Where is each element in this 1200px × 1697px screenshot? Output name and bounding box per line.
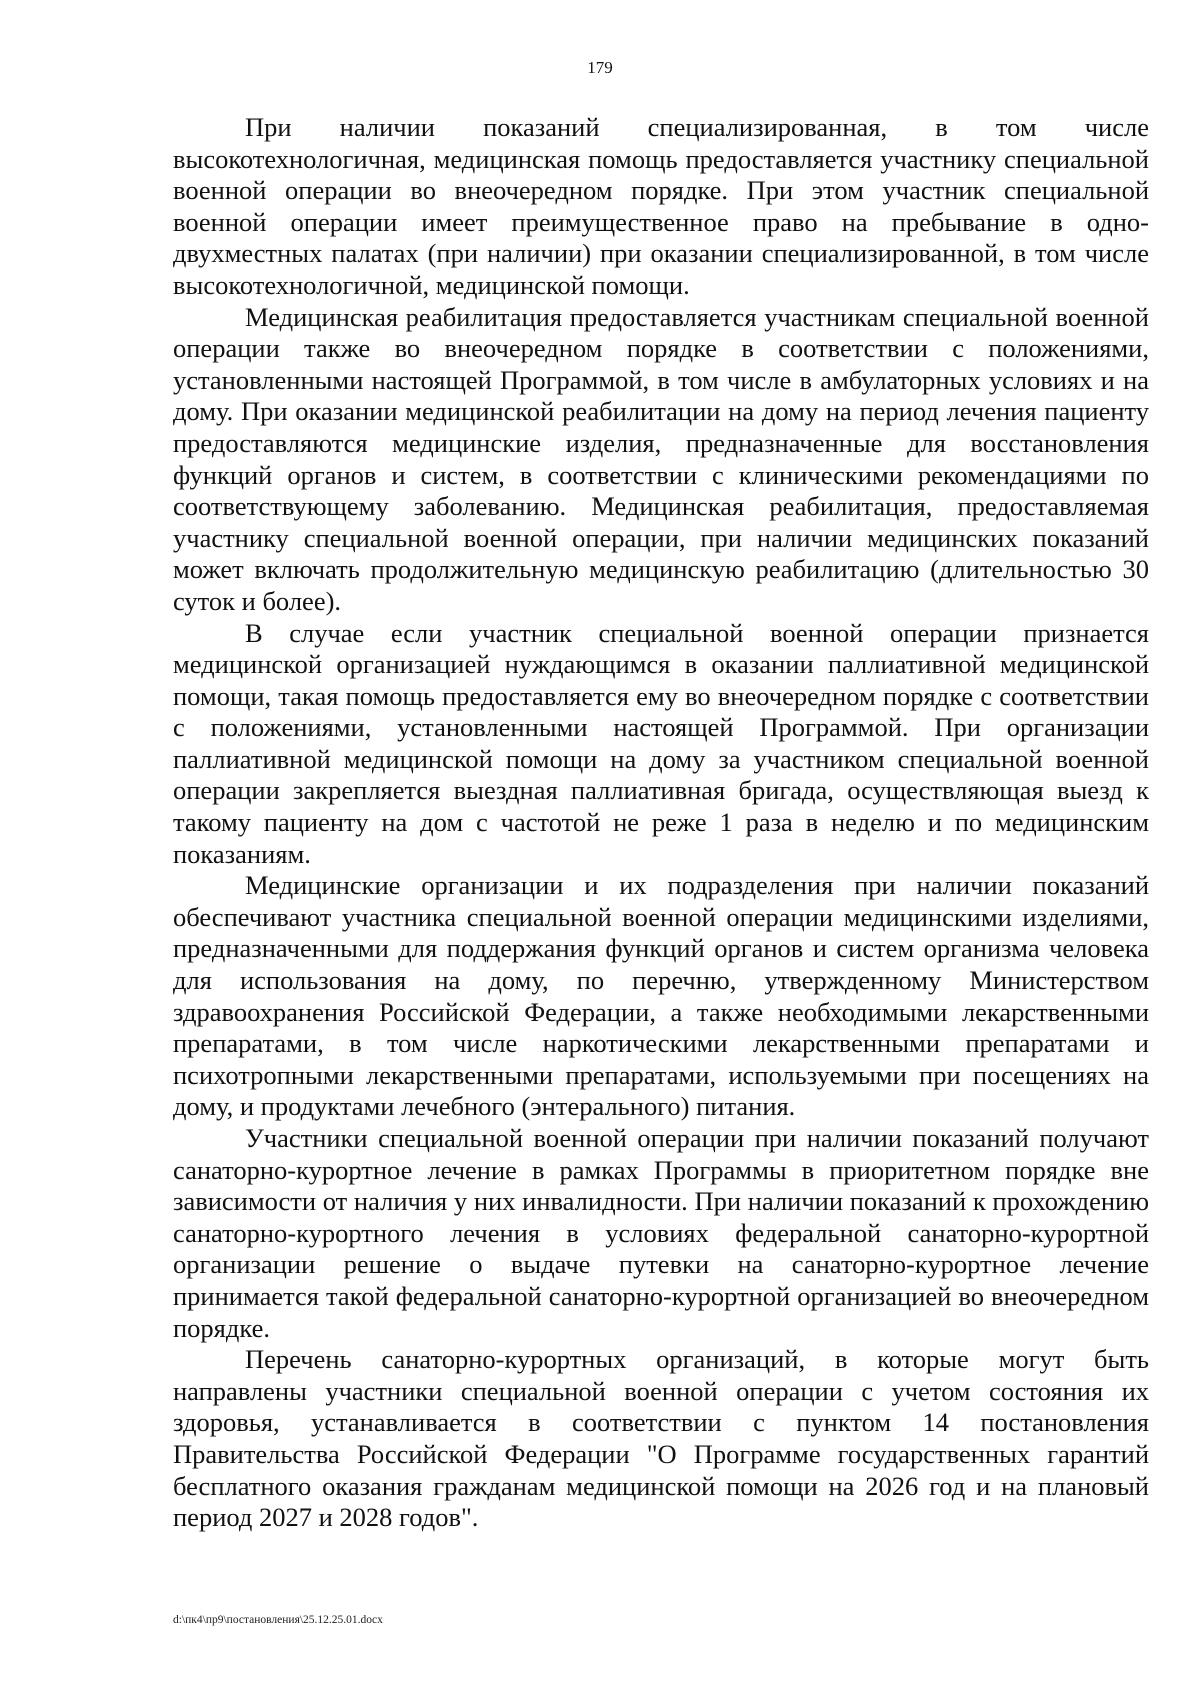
paragraph-medical-rehabilitation: Медицинская реабилитация предоставляется участникам специальной военной операции также во внеочередном порядке в соответствии с положениями, установленными настоящей Программой, в том числе в амбулаторных условиях и на дому. При оказании медицинской реабилитации на дому на период лечения пациенту предоставляются медицинские изделия, предназначенные для восстановления функций органов и систем, в соответствии с клиническими рекомендациями по соответствующему заболеванию. Медицинская реабилитация, предоставляемая участнику специальной военной операции, при наличии медицинских показаний может включать продолжительную медицинскую реабилитацию (длительностью 30 суток и более). <box>173 301 1149 616</box>
paragraph-medical-devices: Медицинские организации и их подразделения при наличии показаний обеспечивают участника специальной военной операции медицинскими изделиями, предназначенными для поддержания функций органов и систем организма человека для использования на дому, по перечню, утвержденному Министерством здравоохранения Российской Федерации, а также необходимыми лекарственными препаратами, в том числе наркотическими лекарственными препаратами и психотропными лекарственными препаратами, используемыми при посещениях на дому, и продуктами лечебного (энтерального) питания. <box>173 870 1149 1122</box>
paragraph-sanatorium-list: Перечень санаторно-курортных организаций, в которые могут быть направлены участники специальной военной операции с учетом состояния их здоровья, устанавливается в соответствии с пунктом 14 постановления Правительства Российской Федерации "О Программе государственных гарантий бесплатного оказания гражданам медицинской помощи на 2026 год и на плановый период 2027 и 2028 годов". <box>173 1344 1149 1533</box>
paragraph-palliative-care: В случае если участник специальной военной операции признается медицинской организацией нуждающимся в оказании паллиативной медицинской помощи, такая помощь предоставляется ему во внеочередном порядке с соответствии с положениями, установленными настоящей Программой. При организации паллиативной медицинской помощи на дому за участником специальной военной операции закрепляется выездная паллиативная бригада, осуществляющая выезд к такому пациенту на дом с частотой не реже 1 раза в неделю и по медицинским показаниям. <box>173 617 1149 869</box>
document-body <box>173 112 1149 1534</box>
paragraph-specialized-care: При наличии показаний специализированная, в том числе высокотехнологичная, медицинская помощь предоставляется участнику специальной военной операции во внеочередном порядке. При этом участник специальной военной операции имеет преимущественное право на пребывание в одно-двухместных палатах (при наличии) при оказании специализированной, в том числе высокотехнологичной, медицинской помощи. <box>173 112 1149 300</box>
paragraph-sanatorium-treatment: Участники специальной военной операции при наличии показаний получают санаторно-курортное лечение в рамках Программы в приоритетном порядке вне зависимости от наличия у них инвалидности. При наличии показаний к прохождению санаторно-курортного лечения в условиях федеральной санаторно-курортной организации решение о выдаче путевки на санаторно-курортное лечение принимается такой федеральной санаторно-курортной организацией во внеочередном порядке. <box>173 1123 1149 1343</box>
page-number: 179 <box>587 58 613 77</box>
footer-file-path: d:\пк4\пр9\постановления\25.12.25.01.docx <box>173 1614 383 1626</box>
